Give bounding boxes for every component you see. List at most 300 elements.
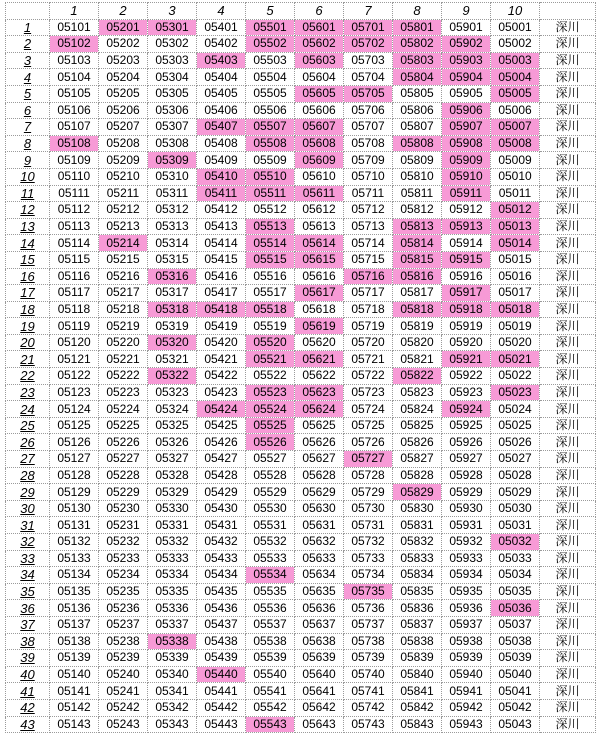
code-cell[interactable]: 05001	[491, 19, 540, 36]
code-cell[interactable]: 05121	[50, 351, 99, 368]
code-cell[interactable]: 05528	[246, 467, 295, 484]
code-cell[interactable]: 05632	[295, 534, 344, 551]
code-cell[interactable]: 05539	[246, 650, 295, 667]
code-cell[interactable]: 05738	[344, 633, 393, 650]
code-cell[interactable]: 05731	[344, 517, 393, 534]
code-cell[interactable]: 05229	[99, 484, 148, 501]
highlighted-code-cell[interactable]: 05902	[442, 36, 491, 53]
highlighted-code-cell[interactable]: 05021	[491, 351, 540, 368]
code-cell[interactable]: 05237	[99, 616, 148, 633]
code-cell[interactable]: 05334	[148, 567, 197, 584]
code-cell[interactable]: 05739	[344, 650, 393, 667]
code-cell[interactable]: 05331	[148, 517, 197, 534]
code-cell[interactable]: 05134	[50, 567, 99, 584]
code-cell[interactable]: 05643	[295, 716, 344, 733]
code-cell[interactable]: 05618	[295, 301, 344, 318]
code-cell[interactable]: 05123	[50, 384, 99, 401]
code-cell[interactable]: 05819	[393, 318, 442, 335]
code-cell[interactable]: 05039	[491, 650, 540, 667]
code-cell[interactable]: 05811	[393, 185, 442, 202]
code-cell[interactable]: 05415	[197, 251, 246, 268]
highlighted-code-cell[interactable]: 05510	[246, 168, 295, 185]
code-cell[interactable]: 05224	[99, 401, 148, 418]
code-cell[interactable]: 05232	[99, 534, 148, 551]
code-cell[interactable]: 05416	[197, 268, 246, 285]
code-cell[interactable]: 05218	[99, 301, 148, 318]
code-cell[interactable]: 05527	[246, 451, 295, 468]
code-cell[interactable]: 05329	[148, 484, 197, 501]
code-cell[interactable]: 05916	[442, 268, 491, 285]
code-cell[interactable]: 05112	[50, 202, 99, 219]
code-cell[interactable]: 05128	[50, 467, 99, 484]
code-cell[interactable]: 05640	[295, 666, 344, 683]
code-cell[interactable]: 05436	[197, 600, 246, 617]
code-cell[interactable]: 05406	[197, 102, 246, 119]
code-cell[interactable]: 05509	[246, 152, 295, 169]
highlighted-code-cell[interactable]: 05338	[148, 633, 197, 650]
code-cell[interactable]: 05335	[148, 583, 197, 600]
code-cell[interactable]: 05532	[246, 534, 295, 551]
highlighted-code-cell[interactable]: 05023	[491, 384, 540, 401]
code-cell[interactable]: 05610	[295, 168, 344, 185]
code-cell[interactable]: 05835	[393, 583, 442, 600]
code-cell[interactable]: 05041	[491, 683, 540, 700]
code-cell[interactable]: 05712	[344, 202, 393, 219]
code-cell[interactable]: 05328	[148, 467, 197, 484]
highlighted-code-cell[interactable]: 05822	[393, 368, 442, 385]
highlighted-code-cell[interactable]: 05004	[491, 69, 540, 86]
code-cell[interactable]: 05035	[491, 583, 540, 600]
code-cell[interactable]: 05641	[295, 683, 344, 700]
code-cell[interactable]: 05936	[442, 600, 491, 617]
code-cell[interactable]: 05616	[295, 268, 344, 285]
code-cell[interactable]: 05342	[148, 699, 197, 716]
code-cell[interactable]: 05141	[50, 683, 99, 700]
code-cell[interactable]: 05306	[148, 102, 197, 119]
code-cell[interactable]: 05838	[393, 633, 442, 650]
highlighted-code-cell[interactable]: 05904	[442, 69, 491, 86]
code-cell[interactable]: 05038	[491, 633, 540, 650]
code-cell[interactable]: 05826	[393, 434, 442, 451]
code-cell[interactable]: 05919	[442, 318, 491, 335]
code-cell[interactable]: 05419	[197, 318, 246, 335]
code-cell[interactable]: 05834	[393, 567, 442, 584]
code-cell[interactable]: 05809	[393, 152, 442, 169]
code-cell[interactable]: 05441	[197, 683, 246, 700]
highlighted-code-cell[interactable]: 05513	[246, 218, 295, 235]
code-cell[interactable]: 05634	[295, 567, 344, 584]
highlighted-code-cell[interactable]: 05526	[246, 434, 295, 451]
code-cell[interactable]: 05326	[148, 434, 197, 451]
code-cell[interactable]: 05810	[393, 168, 442, 185]
code-cell[interactable]: 05327	[148, 451, 197, 468]
code-cell[interactable]: 05206	[99, 102, 148, 119]
code-cell[interactable]: 05633	[295, 550, 344, 567]
code-cell[interactable]: 05519	[246, 318, 295, 335]
code-cell[interactable]: 05103	[50, 52, 99, 69]
code-cell[interactable]: 05710	[344, 168, 393, 185]
highlighted-code-cell[interactable]: 05813	[393, 218, 442, 235]
code-cell[interactable]: 05138	[50, 633, 99, 650]
highlighted-code-cell[interactable]: 05735	[344, 583, 393, 600]
highlighted-code-cell[interactable]: 05918	[442, 301, 491, 318]
highlighted-code-cell[interactable]: 05511	[246, 185, 295, 202]
code-cell[interactable]: 05934	[442, 567, 491, 584]
code-cell[interactable]: 05002	[491, 36, 540, 53]
code-cell[interactable]: 05215	[99, 251, 148, 268]
code-cell[interactable]: 05732	[344, 534, 393, 551]
code-cell[interactable]: 05239	[99, 650, 148, 667]
code-cell[interactable]: 05843	[393, 716, 442, 733]
code-cell[interactable]: 05703	[344, 52, 393, 69]
highlighted-code-cell[interactable]: 05607	[295, 119, 344, 136]
code-cell[interactable]: 05937	[442, 616, 491, 633]
code-cell[interactable]: 05740	[344, 666, 393, 683]
code-cell[interactable]: 05606	[295, 102, 344, 119]
highlighted-code-cell[interactable]: 05318	[148, 301, 197, 318]
code-cell[interactable]: 05225	[99, 417, 148, 434]
code-cell[interactable]: 05912	[442, 202, 491, 219]
code-cell[interactable]: 05604	[295, 69, 344, 86]
code-cell[interactable]: 05922	[442, 368, 491, 385]
highlighted-code-cell[interactable]: 05515	[246, 251, 295, 268]
code-cell[interactable]: 05006	[491, 102, 540, 119]
code-cell[interactable]: 05431	[197, 517, 246, 534]
code-cell[interactable]: 05535	[246, 583, 295, 600]
highlighted-code-cell[interactable]: 05614	[295, 235, 344, 252]
code-cell[interactable]: 05943	[442, 716, 491, 733]
highlighted-code-cell[interactable]: 05524	[246, 401, 295, 418]
code-cell[interactable]: 05227	[99, 451, 148, 468]
code-cell[interactable]: 05830	[393, 500, 442, 517]
code-cell[interactable]: 05720	[344, 334, 393, 351]
code-cell[interactable]: 05019	[491, 318, 540, 335]
code-cell[interactable]: 05426	[197, 434, 246, 451]
code-cell[interactable]: 05529	[246, 484, 295, 501]
code-cell[interactable]: 05216	[99, 268, 148, 285]
highlighted-code-cell[interactable]: 05605	[295, 85, 344, 102]
code-cell[interactable]: 05143	[50, 716, 99, 733]
highlighted-code-cell[interactable]: 05705	[344, 85, 393, 102]
code-cell[interactable]: 05343	[148, 716, 197, 733]
highlighted-code-cell[interactable]: 05518	[246, 301, 295, 318]
highlighted-code-cell[interactable]: 05108	[50, 135, 99, 152]
highlighted-code-cell[interactable]: 05007	[491, 119, 540, 136]
code-cell[interactable]: 05236	[99, 600, 148, 617]
code-cell[interactable]: 05540	[246, 666, 295, 683]
code-cell[interactable]: 05317	[148, 285, 197, 302]
code-cell[interactable]: 05505	[246, 85, 295, 102]
highlighted-code-cell[interactable]: 05013	[491, 218, 540, 235]
code-cell[interactable]: 05105	[50, 85, 99, 102]
code-cell[interactable]: 05914	[442, 235, 491, 252]
code-cell[interactable]: 05923	[442, 384, 491, 401]
code-cell[interactable]: 05034	[491, 567, 540, 584]
highlighted-code-cell[interactable]: 05818	[393, 301, 442, 318]
highlighted-code-cell[interactable]: 05716	[344, 268, 393, 285]
code-cell[interactable]: 05111	[50, 185, 99, 202]
code-cell[interactable]: 05243	[99, 716, 148, 733]
highlighted-code-cell[interactable]: 05615	[295, 251, 344, 268]
code-cell[interactable]: 05137	[50, 616, 99, 633]
highlighted-code-cell[interactable]: 05816	[393, 268, 442, 285]
code-cell[interactable]: 05725	[344, 417, 393, 434]
highlighted-code-cell[interactable]: 05701	[344, 19, 393, 36]
code-cell[interactable]: 05938	[442, 633, 491, 650]
code-cell[interactable]: 05516	[246, 268, 295, 285]
highlighted-code-cell[interactable]: 05601	[295, 19, 344, 36]
highlighted-code-cell[interactable]: 05917	[442, 285, 491, 302]
code-cell[interactable]: 05737	[344, 616, 393, 633]
code-cell[interactable]: 05841	[393, 683, 442, 700]
highlighted-code-cell[interactable]: 05906	[442, 102, 491, 119]
code-cell[interactable]: 05517	[246, 285, 295, 302]
code-cell[interactable]: 05333	[148, 550, 197, 567]
code-cell[interactable]: 05116	[50, 268, 99, 285]
code-cell[interactable]: 05425	[197, 417, 246, 434]
code-cell[interactable]: 05221	[99, 351, 148, 368]
highlighted-code-cell[interactable]: 05316	[148, 268, 197, 285]
code-cell[interactable]: 05427	[197, 451, 246, 468]
code-cell[interactable]: 05736	[344, 600, 393, 617]
code-cell[interactable]: 05626	[295, 434, 344, 451]
highlighted-code-cell[interactable]: 05424	[197, 401, 246, 418]
highlighted-code-cell[interactable]: 05214	[99, 235, 148, 252]
code-cell[interactable]: 05136	[50, 600, 99, 617]
code-cell[interactable]: 05832	[393, 534, 442, 551]
code-cell[interactable]: 05537	[246, 616, 295, 633]
code-cell[interactable]: 05506	[246, 102, 295, 119]
code-cell[interactable]: 05940	[442, 666, 491, 683]
code-cell[interactable]: 05211	[99, 185, 148, 202]
highlighted-code-cell[interactable]: 05609	[295, 152, 344, 169]
code-cell[interactable]: 05730	[344, 500, 393, 517]
code-cell[interactable]: 05931	[442, 517, 491, 534]
highlighted-code-cell[interactable]: 05801	[393, 19, 442, 36]
code-cell[interactable]: 05538	[246, 633, 295, 650]
code-cell[interactable]: 05127	[50, 451, 99, 468]
code-cell[interactable]: 05823	[393, 384, 442, 401]
code-cell[interactable]: 05638	[295, 633, 344, 650]
code-cell[interactable]: 05402	[197, 36, 246, 53]
code-cell[interactable]: 05734	[344, 567, 393, 584]
highlighted-code-cell[interactable]: 05543	[246, 716, 295, 733]
highlighted-code-cell[interactable]: 05440	[197, 666, 246, 683]
code-cell[interactable]: 05305	[148, 85, 197, 102]
highlighted-code-cell[interactable]: 05003	[491, 52, 540, 69]
highlighted-code-cell[interactable]: 05102	[50, 36, 99, 53]
code-cell[interactable]: 05522	[246, 368, 295, 385]
code-cell[interactable]: 05631	[295, 517, 344, 534]
code-cell[interactable]: 05139	[50, 650, 99, 667]
code-cell[interactable]: 05337	[148, 616, 197, 633]
code-cell[interactable]: 05101	[50, 19, 99, 36]
code-cell[interactable]: 05117	[50, 285, 99, 302]
code-cell[interactable]: 05630	[295, 500, 344, 517]
code-cell[interactable]: 05125	[50, 417, 99, 434]
highlighted-code-cell[interactable]: 05617	[295, 285, 344, 302]
code-cell[interactable]: 05030	[491, 500, 540, 517]
code-cell[interactable]: 05724	[344, 401, 393, 418]
code-cell[interactable]: 05503	[246, 52, 295, 69]
code-cell[interactable]: 05713	[344, 218, 393, 235]
code-cell[interactable]: 05135	[50, 583, 99, 600]
code-cell[interactable]: 05827	[393, 451, 442, 468]
code-cell[interactable]: 05637	[295, 616, 344, 633]
highlighted-code-cell[interactable]: 05727	[344, 451, 393, 468]
code-cell[interactable]: 05130	[50, 500, 99, 517]
code-cell[interactable]: 05715	[344, 251, 393, 268]
code-cell[interactable]: 05926	[442, 434, 491, 451]
code-cell[interactable]: 05321	[148, 351, 197, 368]
code-cell[interactable]: 05820	[393, 334, 442, 351]
code-cell[interactable]: 05336	[148, 600, 197, 617]
highlighted-code-cell[interactable]: 05603	[295, 52, 344, 69]
highlighted-code-cell[interactable]: 05913	[442, 218, 491, 235]
code-cell[interactable]: 05114	[50, 235, 99, 252]
highlighted-code-cell[interactable]: 05829	[393, 484, 442, 501]
code-cell[interactable]: 05828	[393, 467, 442, 484]
code-cell[interactable]: 05721	[344, 351, 393, 368]
code-cell[interactable]: 05430	[197, 500, 246, 517]
code-cell[interactable]: 05242	[99, 699, 148, 716]
highlighted-code-cell[interactable]: 05815	[393, 251, 442, 268]
code-cell[interactable]: 05805	[393, 85, 442, 102]
code-cell[interactable]: 05833	[393, 550, 442, 567]
highlighted-code-cell[interactable]: 05411	[197, 185, 246, 202]
code-cell[interactable]: 05636	[295, 600, 344, 617]
code-cell[interactable]: 05104	[50, 69, 99, 86]
code-cell[interactable]: 05413	[197, 218, 246, 235]
code-cell[interactable]: 05238	[99, 633, 148, 650]
highlighted-code-cell[interactable]: 05903	[442, 52, 491, 69]
highlighted-code-cell[interactable]: 05911	[442, 185, 491, 202]
code-cell[interactable]: 05806	[393, 102, 442, 119]
code-cell[interactable]: 05622	[295, 368, 344, 385]
code-cell[interactable]: 05512	[246, 202, 295, 219]
code-cell[interactable]: 05113	[50, 218, 99, 235]
code-cell[interactable]: 05920	[442, 334, 491, 351]
code-cell[interactable]: 05339	[148, 650, 197, 667]
code-cell[interactable]: 05119	[50, 318, 99, 335]
code-cell[interactable]: 05319	[148, 318, 197, 335]
code-cell[interactable]: 05022	[491, 368, 540, 385]
code-cell[interactable]: 05717	[344, 285, 393, 302]
code-cell[interactable]: 05412	[197, 202, 246, 219]
code-cell[interactable]: 05017	[491, 285, 540, 302]
code-cell[interactable]: 05439	[197, 650, 246, 667]
code-cell[interactable]: 05533	[246, 550, 295, 567]
code-cell[interactable]: 05807	[393, 119, 442, 136]
code-cell[interactable]: 05311	[148, 185, 197, 202]
code-cell[interactable]: 05031	[491, 517, 540, 534]
code-cell[interactable]: 05933	[442, 550, 491, 567]
code-cell[interactable]: 05217	[99, 285, 148, 302]
code-cell[interactable]: 05742	[344, 699, 393, 716]
highlighted-code-cell[interactable]: 05508	[246, 135, 295, 152]
code-cell[interactable]: 05437	[197, 616, 246, 633]
code-cell[interactable]: 05817	[393, 285, 442, 302]
code-cell[interactable]: 05625	[295, 417, 344, 434]
code-cell[interactable]: 05409	[197, 152, 246, 169]
highlighted-code-cell[interactable]: 05908	[442, 135, 491, 152]
code-cell[interactable]: 05635	[295, 583, 344, 600]
code-cell[interactable]: 05219	[99, 318, 148, 335]
highlighted-code-cell[interactable]: 05407	[197, 119, 246, 136]
code-cell[interactable]: 05422	[197, 368, 246, 385]
code-cell[interactable]: 05728	[344, 467, 393, 484]
code-cell[interactable]: 05033	[491, 550, 540, 567]
code-cell[interactable]: 05530	[246, 500, 295, 517]
code-cell[interactable]: 05042	[491, 699, 540, 716]
code-cell[interactable]: 05404	[197, 69, 246, 86]
code-cell[interactable]: 05423	[197, 384, 246, 401]
highlighted-code-cell[interactable]: 05803	[393, 52, 442, 69]
code-cell[interactable]: 05205	[99, 85, 148, 102]
code-cell[interactable]: 05935	[442, 583, 491, 600]
code-cell[interactable]: 05330	[148, 500, 197, 517]
code-cell[interactable]: 05307	[148, 119, 197, 136]
code-cell[interactable]: 05429	[197, 484, 246, 501]
code-cell[interactable]: 05332	[148, 534, 197, 551]
highlighted-code-cell[interactable]: 05501	[246, 19, 295, 36]
code-cell[interactable]: 05541	[246, 683, 295, 700]
highlighted-code-cell[interactable]: 05907	[442, 119, 491, 136]
code-cell[interactable]: 05928	[442, 467, 491, 484]
code-cell[interactable]: 05821	[393, 351, 442, 368]
code-cell[interactable]: 05210	[99, 168, 148, 185]
code-cell[interactable]: 05414	[197, 235, 246, 252]
code-cell[interactable]: 05324	[148, 401, 197, 418]
highlighted-code-cell[interactable]: 05525	[246, 417, 295, 434]
highlighted-code-cell[interactable]: 05507	[246, 119, 295, 136]
code-cell[interactable]: 05930	[442, 500, 491, 517]
code-cell[interactable]: 05126	[50, 434, 99, 451]
code-cell[interactable]: 05434	[197, 567, 246, 584]
code-cell[interactable]: 05932	[442, 534, 491, 551]
code-cell[interactable]: 05438	[197, 633, 246, 650]
code-cell[interactable]: 05401	[197, 19, 246, 36]
code-cell[interactable]: 05531	[246, 517, 295, 534]
highlighted-code-cell[interactable]: 05804	[393, 69, 442, 86]
code-cell[interactable]: 05106	[50, 102, 99, 119]
highlighted-code-cell[interactable]: 05624	[295, 401, 344, 418]
highlighted-code-cell[interactable]: 05012	[491, 202, 540, 219]
code-cell[interactable]: 05133	[50, 550, 99, 567]
code-cell[interactable]: 05629	[295, 484, 344, 501]
highlighted-code-cell[interactable]: 05201	[99, 19, 148, 36]
highlighted-code-cell[interactable]: 05619	[295, 318, 344, 335]
code-cell[interactable]: 05304	[148, 69, 197, 86]
code-cell[interactable]: 05709	[344, 152, 393, 169]
code-cell[interactable]: 05901	[442, 19, 491, 36]
code-cell[interactable]: 05203	[99, 52, 148, 69]
code-cell[interactable]: 05542	[246, 699, 295, 716]
highlighted-code-cell[interactable]: 05802	[393, 36, 442, 53]
code-cell[interactable]: 05825	[393, 417, 442, 434]
highlighted-code-cell[interactable]: 05514	[246, 235, 295, 252]
code-cell[interactable]: 05020	[491, 334, 540, 351]
code-cell[interactable]: 05323	[148, 384, 197, 401]
code-cell[interactable]: 05140	[50, 666, 99, 683]
highlighted-code-cell[interactable]: 05520	[246, 334, 295, 351]
code-cell[interactable]: 05122	[50, 368, 99, 385]
code-cell[interactable]: 05504	[246, 69, 295, 86]
code-cell[interactable]: 05027	[491, 451, 540, 468]
code-cell[interactable]: 05131	[50, 517, 99, 534]
code-cell[interactable]: 05124	[50, 401, 99, 418]
code-cell[interactable]: 05840	[393, 666, 442, 683]
